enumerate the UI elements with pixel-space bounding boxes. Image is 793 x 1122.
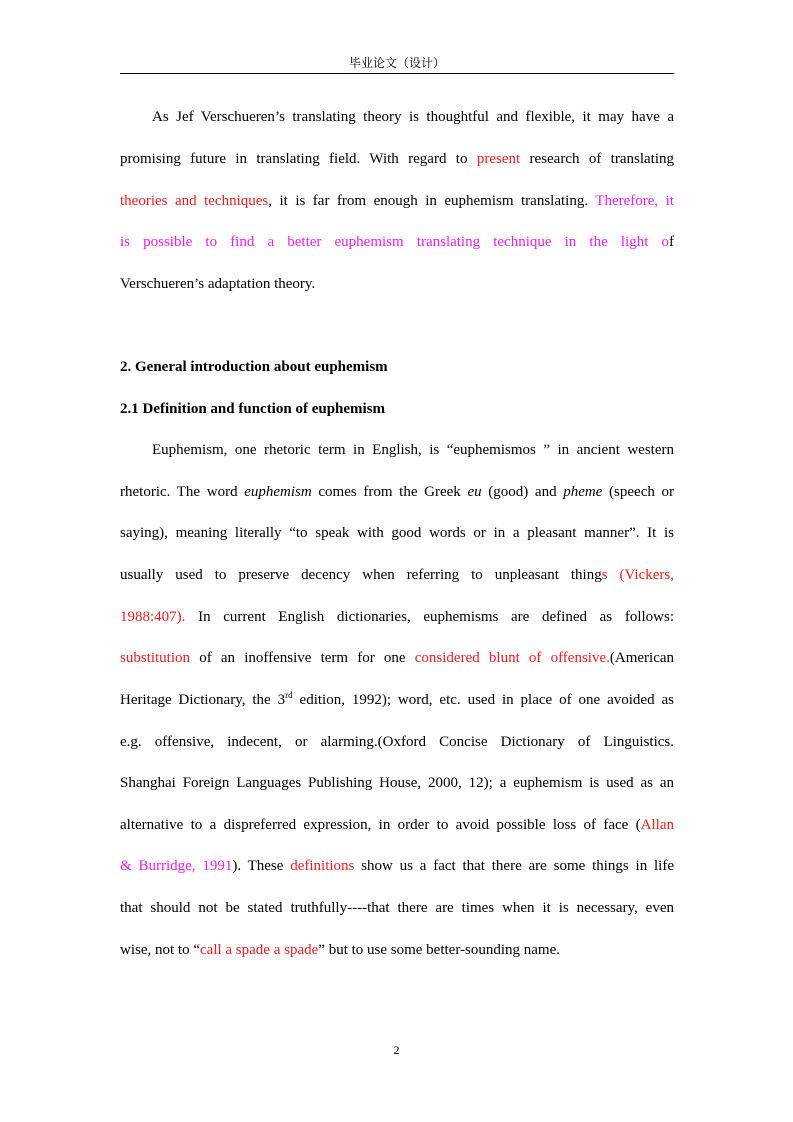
paragraph-1-line-1: As Jef Verschueren’s translating theory is thoughtful and flexible, it may have a: [152, 109, 674, 125]
highlight-spade: call a spade a spade: [200, 942, 319, 958]
paragraph-2-line-1: Euphemism, one rhetoric term in English, is “euphemismos ” in ancient western: [152, 442, 674, 458]
header-rule: [120, 73, 674, 74]
section-2-1-heading: 2.1 Definition and function of euphemism: [120, 401, 386, 417]
highlight-considered: considered blunt of offensive.: [414, 650, 610, 666]
page-header: 毕业论文（设计）: [348, 56, 445, 70]
paragraph-2-line-7: Heritage Dictionary, the 3rd edition, 1992); word, etc. used in place of one avoided as: [120, 690, 674, 708]
highlight-vickers: s (Vickers,: [601, 567, 674, 583]
paragraph-1-line-3: theories and techniques, it is far from enough in euphemism translating. Therefore, it: [120, 193, 674, 209]
paragraph-2-line-8: e.g. offensive, indecent, or alarming.(Oxford Concise Dictionary of Linguistics.: [120, 734, 674, 750]
highlight-burridge: & Burridge, 1991: [120, 858, 233, 874]
paragraph-2-line-9: Shanghai Foreign Languages Publishing House, 2000, 12); a euphemism is used as an: [120, 775, 674, 791]
paragraph-2-line-13: wise, not to “call a spade a spade” but to use some better-sounding name.: [120, 942, 561, 958]
paragraph-2-line-4: usually used to preserve decency when referring to unpleasant things (Vickers,: [120, 567, 674, 583]
paragraph-2-line-6: substitution of an inoffensive term for one considered blunt of offensive.(American: [120, 650, 675, 666]
highlight-definitions: definitions: [290, 858, 355, 874]
paragraph-1-line-2: promising future in translating field. With regard to present research of translating: [120, 151, 674, 167]
paragraph-2-line-10: alternative to a dispreferred expression, in order to avoid possible loss of face (Allan: [120, 817, 674, 833]
highlight-therefore: Therefore, it: [595, 193, 674, 209]
paragraph-1-line-4: is possible to find a better euphemism translating technique in the light of: [120, 234, 674, 250]
highlight-substitution: substitution: [120, 650, 191, 666]
paragraph-2-line-3: saying), meaning literally “to speak with good words or in a pleasant manner”. It is: [120, 525, 674, 541]
paragraph-2-line-5: 1988:407). In current English dictionaries, euphemisms are defined as follows:: [120, 609, 674, 625]
highlight-allan: Allan: [640, 817, 674, 833]
highlight-present: present: [476, 151, 521, 167]
highlight-possible: is possible to find a better euphemism translating technique in the light o: [120, 234, 669, 250]
section-2-heading: 2. General introduction about euphemism: [120, 359, 388, 375]
paragraph-2-line-12: that should not be stated truthfully----that there are times when it is necessary, even: [120, 900, 674, 916]
highlight-vickers-year: 1988:407).: [120, 609, 186, 625]
paragraph-2-line-11: & Burridge, 1991). These definitions show us a fact that there are some things in life: [120, 858, 674, 874]
page-number: 2: [393, 1043, 400, 1057]
highlight-theories: theories and techniques: [120, 193, 269, 209]
paragraph-2-line-2: rhetoric. The word euphemism comes from the Greek eu (good) and pheme (speech or: [120, 484, 674, 500]
paragraph-1-line-5: Verschueren’s adaptation theory.: [120, 276, 316, 292]
